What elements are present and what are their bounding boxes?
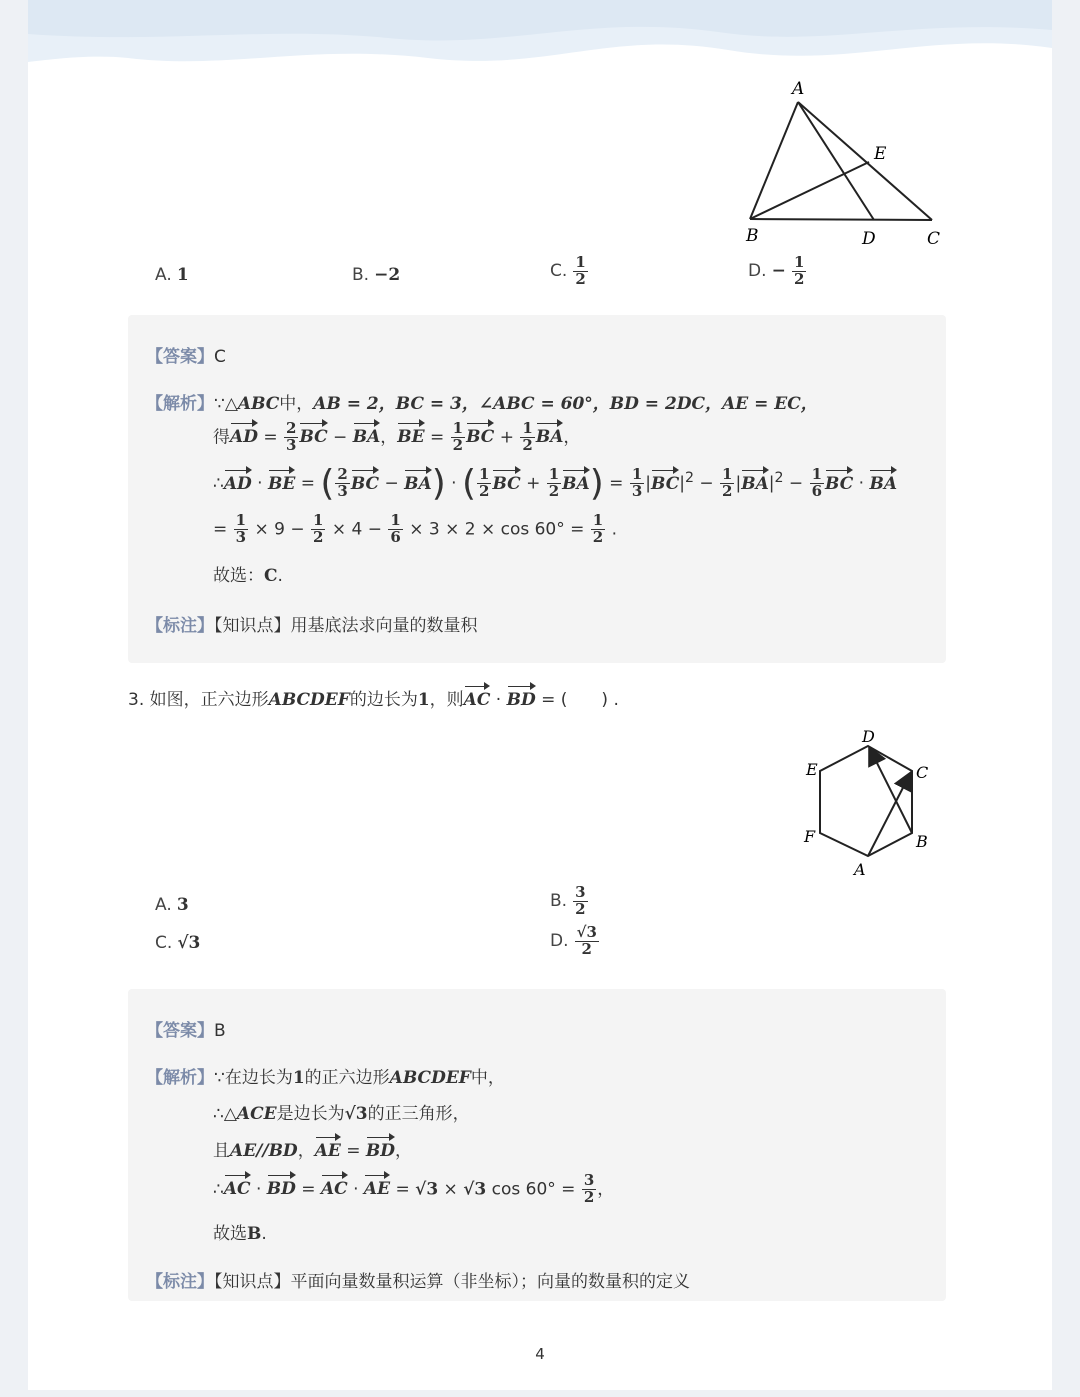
frac-num: 1 [793, 253, 805, 271]
frac-num: 3 [575, 883, 586, 901]
analysis-math: ACE [236, 1104, 277, 1124]
label-c: C [927, 229, 941, 249]
analysis-text: 中， [279, 394, 314, 414]
note-text: 【知识点】用基底法求向量的数量积 [214, 616, 478, 636]
answer-value: B [214, 1021, 226, 1041]
analysis-answer: C [264, 566, 278, 586]
stem-text: ，则 [429, 690, 464, 710]
analysis-line-4: = $\frac{1}{3}$ × 9 − $\frac{1}{2}$ × 4 − $\frac{1}{6}$ × 3 × 2 × cos 60° = $\frac{1}{2}$ . [213, 511, 618, 546]
analysis-math: 1 [292, 1068, 305, 1088]
q2-option-a[interactable] [155, 265, 189, 285]
hexagon-figure [798, 725, 968, 885]
analysis-math: ABC [237, 394, 280, 414]
option-value: 3 [176, 895, 189, 915]
analysis-text: 的正六边形 [304, 1068, 390, 1088]
analysis-text: . [261, 1224, 267, 1244]
frac-den: 2 [575, 899, 586, 918]
analysis-math: ABCDEF [389, 1068, 471, 1088]
page [28, 0, 1052, 1390]
q3-option-b[interactable] [550, 885, 589, 918]
note-tag: 【标注】 [146, 616, 214, 636]
option-letter: C. [155, 933, 173, 953]
header-wave-decoration [28, 0, 1052, 80]
q3-option-a[interactable] [155, 895, 189, 915]
analysis-text: 得 [213, 427, 230, 448]
analysis-tag: 【解析】 [146, 394, 214, 414]
q3-answer-box: 【答案】B 【解析】∵在边长为1的正六边形ABCDEF中， ∴△ACE是边长为√3的正三角形， 且AE//BD，AE = BD， ∴AC · BD = AC · AE = √3 × √3 cos 60° = $\frac{3}{2}$ ， 故选B. 【标注】【知识点】平面向量数量积运算（非坐标）；向量的数量积的定义 [128, 989, 946, 1301]
analysis-tag: 【解析】 [146, 1068, 214, 1088]
analysis-text: ∵在边长为 [214, 1068, 293, 1088]
frac-num: 1 [575, 253, 586, 271]
q2-option-b[interactable] [352, 265, 400, 285]
analysis-text: ， [297, 1141, 315, 1161]
frac-den: 2 [581, 939, 592, 958]
hex-label-d: D [862, 727, 875, 746]
analysis-text: 且 [213, 1141, 230, 1161]
note-text: 【知识点】平面向量数量积运算（非坐标）；向量的数量积的定义 [214, 1272, 690, 1292]
analysis-text: 中， [470, 1068, 505, 1088]
option-letter: B. [352, 265, 370, 285]
hex-label-f: F [804, 827, 816, 846]
label-b: B [746, 226, 759, 246]
q2-option-d[interactable] [748, 255, 807, 288]
answer-tag: 【答案】 [146, 1021, 214, 1041]
answer-tag: 【答案】 [146, 347, 214, 367]
page-number: 4 [535, 1345, 545, 1363]
stem-text: = ( ) . [541, 690, 619, 710]
analysis-text: 的正三角形， [367, 1104, 470, 1124]
analysis-answer: B [247, 1224, 262, 1244]
question-number: 3. [128, 690, 145, 710]
analysis-math: AB = 2，BC = 3，∠ABC = 60°，BD = 2DC，AE = EC， [313, 394, 818, 414]
analysis-text: ∵△ [214, 394, 238, 414]
q3-option-c[interactable] [155, 933, 200, 953]
note-tag: 【标注】 [146, 1272, 214, 1292]
frac-den: 2 [575, 269, 586, 288]
option-letter: A. [155, 895, 172, 915]
analysis-line-4: ∴AC · BD = AC · AE = √3 × √3 cos 60° = $\frac{3}{2}$ ， [213, 1171, 615, 1206]
option-letter: D. [748, 260, 767, 281]
hex-label-a: A [854, 860, 866, 879]
option-value: 1 [176, 265, 189, 285]
analysis-text: 故选： [213, 566, 264, 586]
option-letter: C. [550, 260, 568, 281]
q3-option-d[interactable] [550, 925, 600, 958]
option-sign: − [771, 260, 786, 281]
label-a: A [792, 79, 805, 99]
analysis-math: √3 [344, 1104, 368, 1124]
frac-den: 2 [793, 269, 805, 288]
stem-text: 的边长为 [349, 690, 418, 710]
hex-label-b: B [916, 832, 928, 851]
analysis-text: 故选 [213, 1224, 247, 1244]
answer-value: C [214, 347, 226, 367]
option-letter: A. [155, 265, 172, 285]
option-value: −2 [374, 265, 401, 285]
frac-num: √3 [576, 923, 597, 941]
analysis-line-2: 得AD = $\frac{2}{3}$ BC − BA，BE = $\frac{1}{2}$ BC + $\frac{1}{2}$ BA， [213, 419, 581, 454]
hex-label-e: E [806, 760, 818, 779]
label-e: E [874, 144, 887, 164]
q2-option-c[interactable] [550, 255, 589, 288]
q2-answer-box [128, 315, 946, 663]
analysis-math: AE//BD [230, 1141, 298, 1161]
label-d: D [862, 229, 876, 249]
analysis-line-3: ∴AD · BE = ( $\frac{2}{3}$ BC − BA) · ( $\frac{1}{2}$ BC + $\frac{1}{2}$ BA) = $\frac{1}{3}$ $|BC|^2$ − $\frac{1}{2}$ $|BA|^2$ − $\frac{1}{6}$ BC · BA [213, 463, 898, 504]
triangle-figure [738, 75, 968, 255]
option-value: √3 [177, 933, 201, 953]
stem-text: 如图，正六边形 [149, 690, 269, 710]
option-letter: B. [550, 890, 568, 911]
q3-stem: 3. 如图，正六边形ABCDEF的边长为1，则AC · BD = ( ) . [128, 684, 619, 710]
stem-math: 1 [417, 690, 430, 710]
option-letter: D. [550, 930, 569, 951]
stem-math: ABCDEF [268, 690, 350, 710]
analysis-text: ∴△ [213, 1104, 237, 1124]
analysis-text: 是边长为 [276, 1104, 345, 1124]
analysis-text: . [277, 566, 283, 586]
hex-label-c: C [916, 763, 929, 782]
